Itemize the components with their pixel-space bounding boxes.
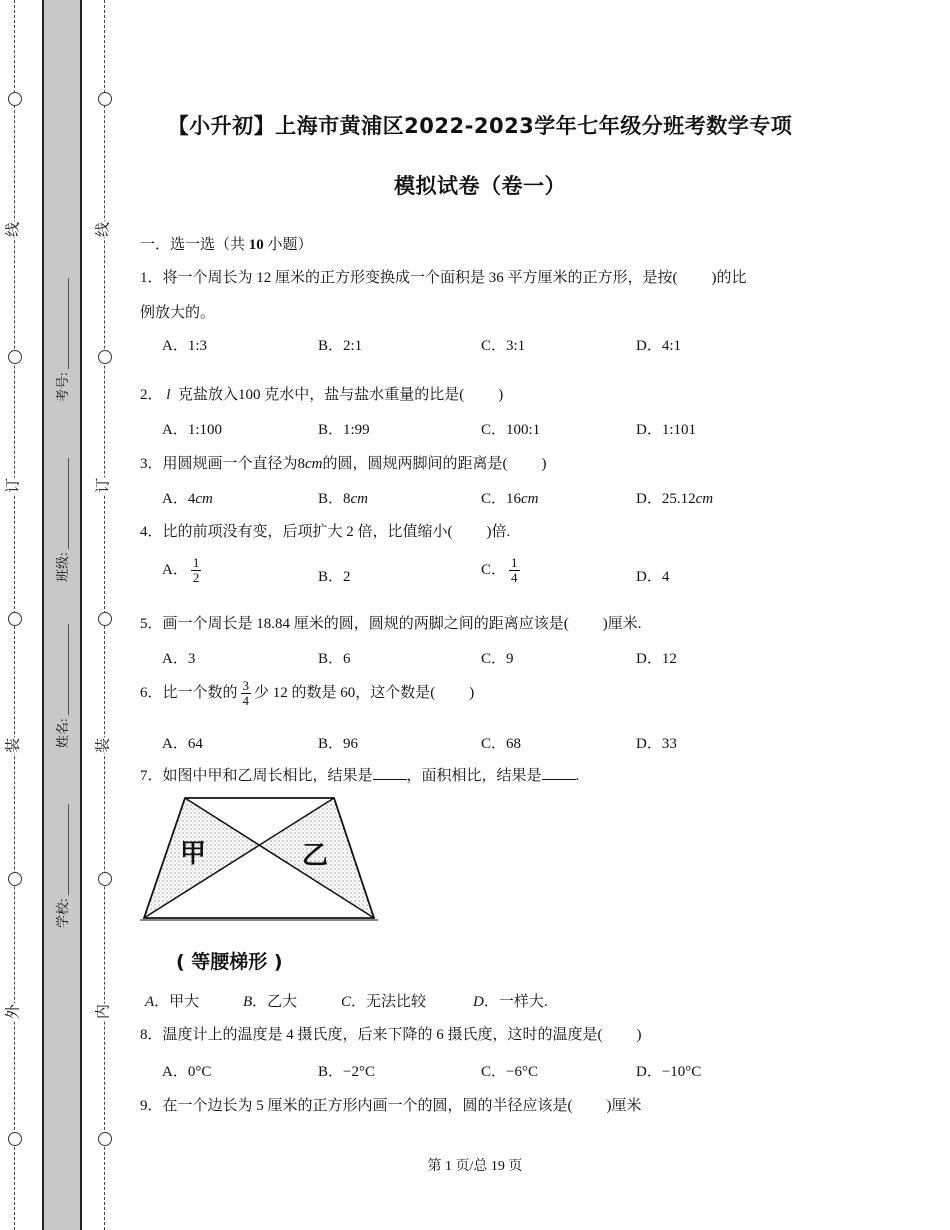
outer-char-zhuang: 装 (5, 738, 22, 754)
fraction: $\frac{1}{2}$ (192, 555, 200, 585)
question-5: 5．画一个周长是 18.84 厘米的圆，圆规的两脚之间的距离应该是( )厘米. (140, 616, 642, 632)
q8-option-d[interactable]: D．−10°C (636, 1064, 702, 1080)
q3-option-b[interactable]: B．8cm (318, 491, 369, 507)
label-yi: 乙 (302, 841, 329, 871)
inner-char-zhuang: 装 (95, 738, 112, 754)
answer-blank[interactable] (373, 767, 407, 780)
q2-option-b[interactable]: B．1:99 (318, 422, 370, 438)
q3-option-a[interactable]: A．4cm (162, 491, 213, 507)
q8-option-b[interactable]: B．−2°C (318, 1064, 375, 1080)
binding-hole-icon (98, 872, 112, 886)
q6-option-b[interactable]: B．96 (318, 736, 359, 752)
binding-hole-icon (8, 1132, 22, 1146)
question-9: 9．在一个边长为 5 厘米的正方形内画一个的圆，圆的半径应该是( )厘米 (140, 1098, 642, 1114)
binding-margin (0, 0, 120, 1230)
q6-option-c[interactable]: C．68 (481, 736, 522, 752)
outer-char-wai: 外 (5, 1004, 22, 1020)
inner-char-xian: 线 (95, 222, 112, 238)
q3-option-d[interactable]: D．25.12cm (636, 491, 714, 507)
school-field: 学校: ______________ (55, 804, 70, 928)
fraction: $\frac{1}{4}$ (511, 555, 518, 585)
class-field: 班级: ______________ (55, 458, 70, 582)
q5-option-c[interactable]: C．9 (481, 651, 514, 667)
q5-option-b[interactable]: B．6 (318, 651, 351, 667)
outer-char-xian: 线 (5, 222, 22, 238)
q5-option-d[interactable]: D．12 (636, 651, 677, 667)
q1-option-d[interactable]: D．4:1 (636, 338, 682, 354)
page-footer: 第 1 页/总 19 页 (427, 1159, 523, 1174)
q8-option-a[interactable]: A．0°C (162, 1064, 212, 1080)
question-1: 1．将一个周长为 12 厘米的正方形变换成一个面积是 36 平方厘米的正方形，是按( )的比 (140, 270, 747, 286)
trapezoid-figure (138, 792, 388, 982)
name-field: 姓名: ______________ (55, 624, 70, 748)
q7-option-c[interactable]: C．无法比较 (341, 994, 427, 1010)
outer-char-ding: 订 (5, 478, 22, 494)
q3-option-c[interactable]: C．16cm (481, 491, 539, 507)
question-2: 2． l 克盐放入100 克水中，盐与盐水重量的比是( ) (140, 387, 504, 403)
fraction: $\frac{3}{4}$ (242, 678, 250, 708)
q1-option-a[interactable]: A．1:3 (162, 338, 208, 354)
inner-char-nei: 内 (95, 1004, 112, 1020)
question-3: 3．用圆规画一个直径为8cm的圆，圆规两脚间的距离是( ) (140, 456, 547, 472)
binding-hole-icon (98, 92, 112, 106)
q1-option-b[interactable]: B．2:1 (318, 338, 363, 354)
q2-option-a[interactable]: A．1:100 (162, 422, 223, 438)
q4-option-c[interactable]: C． $\frac{1}{4}$ (481, 555, 518, 585)
exam-number-field: 考号: ______________ (55, 278, 70, 402)
question-4: 4．比的前项没有变，后项扩大 2 倍，比值缩小( )倍. (140, 524, 511, 540)
binding-hole-icon (98, 350, 112, 364)
gray-band (42, 0, 82, 1230)
label-jia: 甲 (180, 839, 207, 869)
q1-option-c[interactable]: C．3:1 (481, 338, 526, 354)
q4-option-b[interactable]: B．2 (318, 569, 351, 585)
q7-option-b[interactable]: B．乙大 (243, 994, 298, 1010)
page-title-line1: 【小升初】上海市黄浦区2022-2023学年七年级分班考数学专项 (167, 114, 793, 138)
q6-option-d[interactable]: D．33 (636, 736, 677, 752)
page-title-line2: 模拟试卷（卷一） (394, 174, 566, 198)
q7-option-d[interactable]: D．一样大. (473, 994, 548, 1010)
q8-option-c[interactable]: C．−6°C (481, 1064, 538, 1080)
binding-hole-icon (8, 92, 22, 106)
question-7: 7．如图中甲和乙周长相比，结果是 ，面积相比，结果是 . (140, 768, 580, 784)
q5-option-a[interactable]: A．3 (162, 651, 196, 667)
q6-option-a[interactable]: A．64 (162, 736, 203, 752)
q7-option-a[interactable]: A．甲大 (145, 994, 200, 1010)
section-header: 一．选一选（共 10 小题） (140, 237, 313, 253)
binding-hole-icon (8, 872, 22, 886)
binding-hole-icon (8, 612, 22, 626)
question-8: 8．温度计上的温度是 4 摄氏度，后来下降的 6 摄氏度，这时的温度是( ) (140, 1027, 642, 1043)
binding-hole-icon (8, 350, 22, 364)
binding-hole-icon (98, 1132, 112, 1146)
question-1-cont: 例放大的。 (140, 305, 216, 321)
q4-option-a[interactable]: A． $\frac{1}{2}$ (162, 555, 200, 585)
binding-hole-icon (98, 612, 112, 626)
figure-caption: ( 等腰梯形 ) (176, 951, 283, 973)
inner-char-ding: 订 (95, 478, 112, 494)
q4-option-d[interactable]: D．4 (636, 569, 670, 585)
question-6: 6．比一个数的 $\frac{3}{4}$ 少 12 的数是 60，这个数是( ) (140, 678, 475, 708)
q2-option-c[interactable]: C．100:1 (481, 422, 541, 438)
q2-option-d[interactable]: D．1:101 (636, 422, 697, 438)
answer-blank[interactable] (542, 767, 576, 780)
